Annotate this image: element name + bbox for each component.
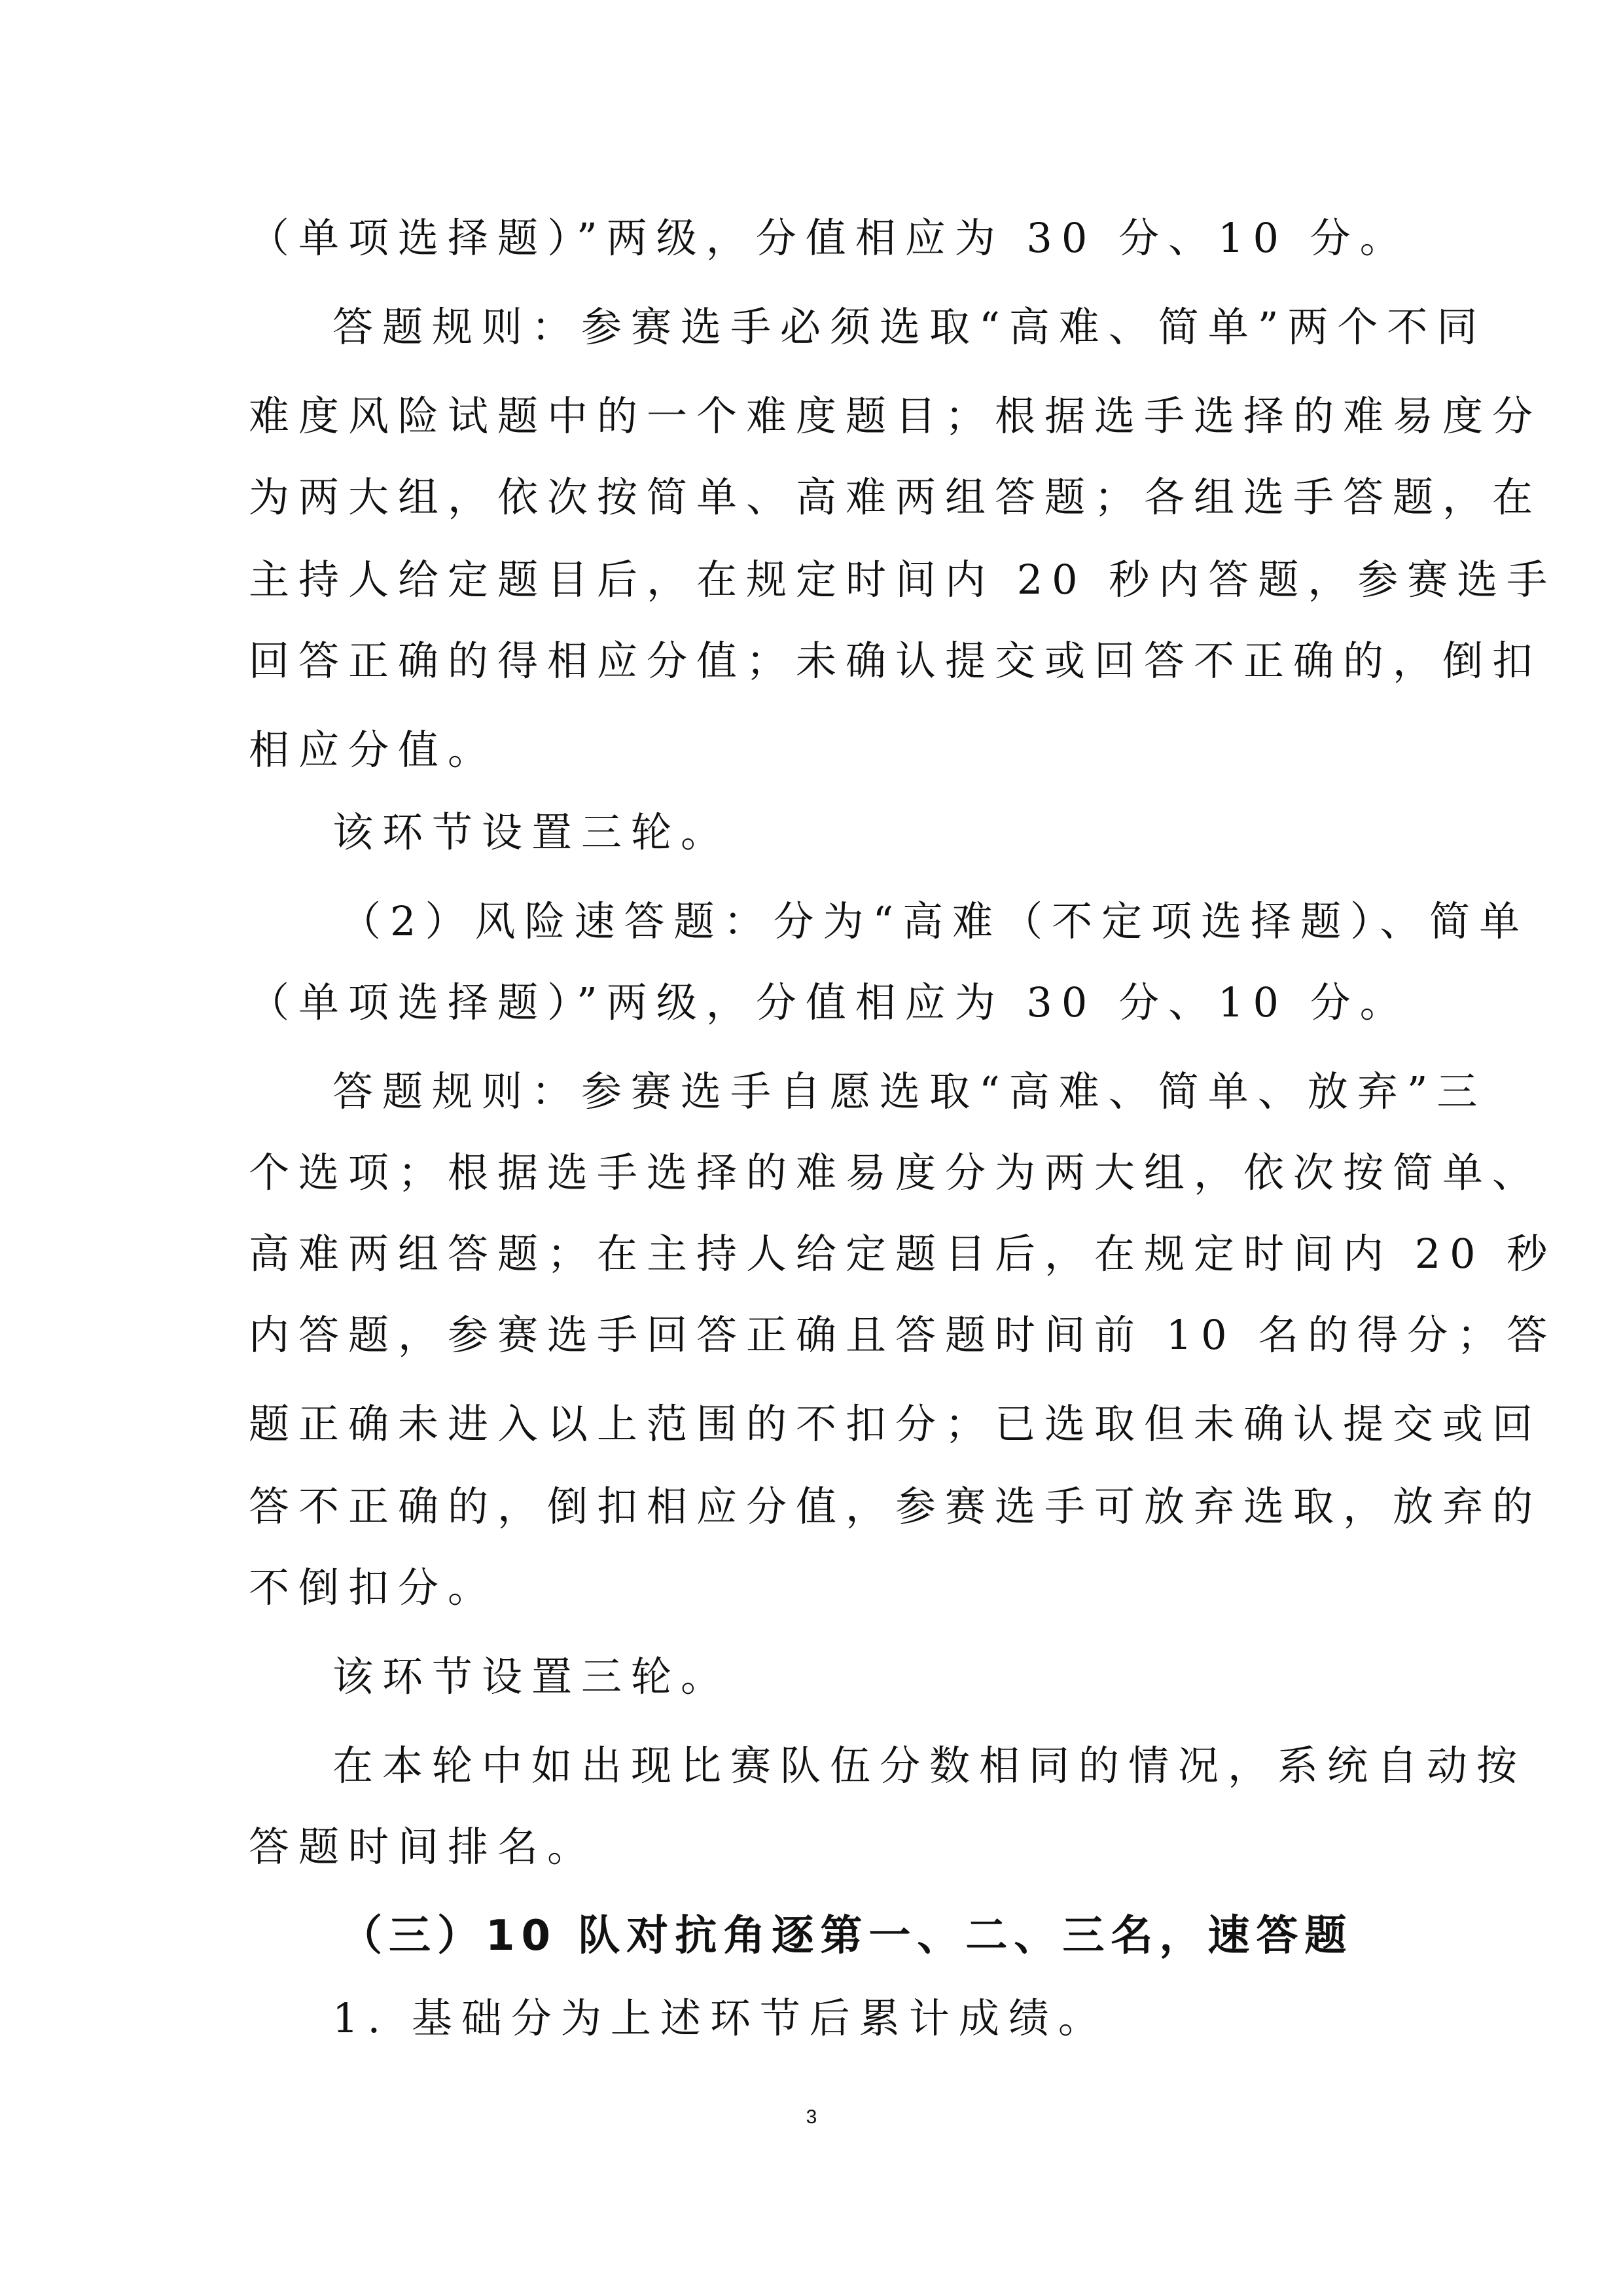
text-line: 答不正确的，倒扣相应分值，参赛选手可放弃选取，放弃的 [249,1482,1543,1530]
text-line: 回答正确的得相应分值；未确认提交或回答不正确的，倒扣 [249,637,1543,685]
text-line: 内答题，参赛选手回答正确且答题时间前 10 名的得分；答 [249,1311,1557,1359]
text-line: （单项选择题）”两级，分值相应为 30 分、10 分。 [249,214,1410,262]
text-line: （2）风险速答题：分为“高难（不定项选择题）、简单 [340,897,1529,945]
text-line: 高难两组答题；在主持人给定题目后，在规定时间内 20 秒 [249,1230,1557,1278]
page-number: 3 [806,2106,817,2128]
text-line: 答题规则：参赛选手必须选取“高难、简单”两个不同 [332,303,1487,351]
section-heading: （三）10 队对抗角逐第一、二、三名，速答题 [340,1912,1353,1960]
text-line: 难度风险试题中的一个难度题目；根据选手选择的难易度分 [249,392,1543,440]
text-line: 1. 基础分为上述环节后累计成绩。 [332,1994,1108,2042]
text-line: 答题规则：参赛选手自愿选取“高难、简单、放弃”三 [332,1067,1487,1115]
text-line: 该环节设置三轮。 [332,808,731,856]
text-line: （单项选择题）”两级，分值相应为 30 分、10 分。 [249,978,1410,1026]
text-line: 相应分值。 [249,726,498,774]
text-line: 答题时间排名。 [249,1823,597,1871]
text-line: 主持人给定题目后，在规定时间内 20 秒内答题，参赛选手 [249,556,1557,603]
text-line: 不倒扣分。 [249,1564,498,1611]
text-line: 该环节设置三轮。 [332,1653,731,1700]
text-line: 题正确未进入以上范围的不扣分；已选取但未确认提交或回 [249,1400,1543,1448]
text-line: 个选项；根据选手选择的难易度分为两大组，依次按简单、 [249,1149,1543,1196]
text-line: 在本轮中如出现比赛队伍分数相同的情况，系统自动按 [332,1742,1527,1789]
text-line: 为两大组，依次按简单、高难两组答题；各组选手答题，在 [249,473,1543,521]
